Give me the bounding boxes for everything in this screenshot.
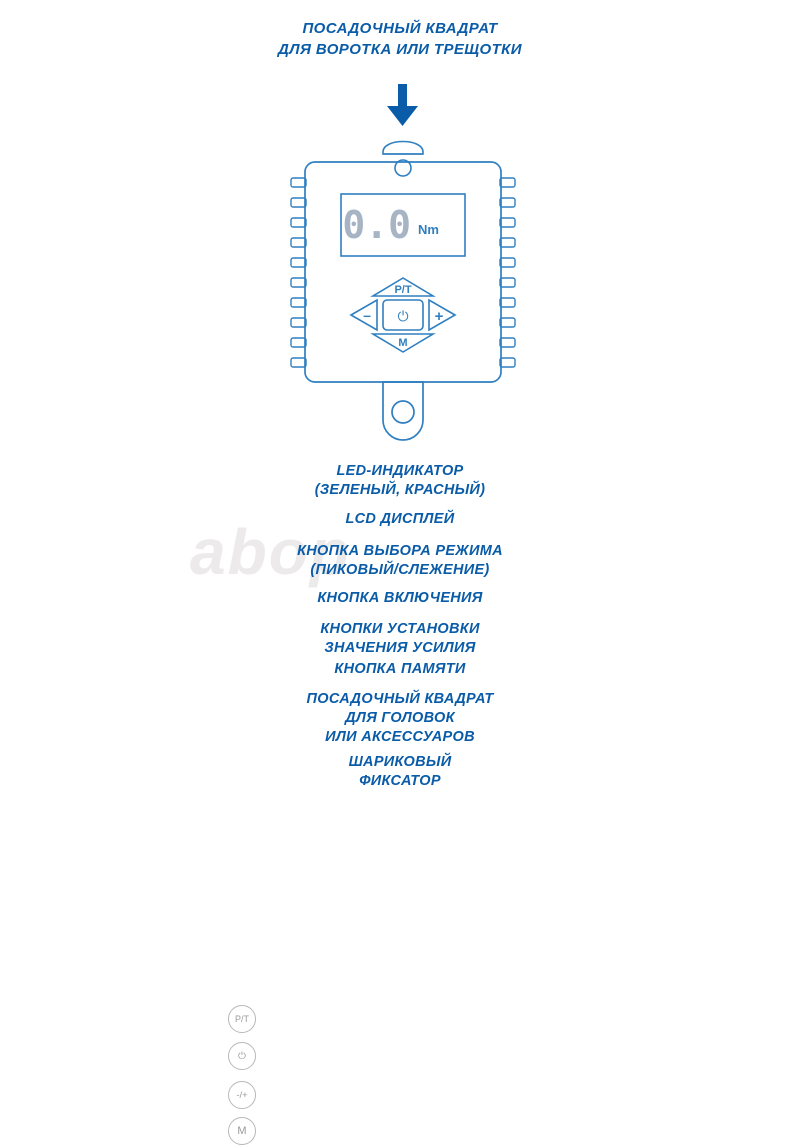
legend-item-mode-line1: КНОПКА ВЫБОРА РЕЖИМА <box>297 543 503 559</box>
button-mode[interactable] <box>373 278 433 296</box>
top-caption <box>0 18 800 60</box>
down-arrow-icon <box>387 84 418 126</box>
legend-item-led <box>0 462 800 500</box>
legend-item-set-value <box>0 620 800 658</box>
pt-icon <box>228 1005 256 1033</box>
legend-item-memory <box>0 660 800 679</box>
button-plus-label: + <box>434 308 444 325</box>
button-minus-label: – <box>363 307 371 323</box>
legend-item-mode-line2: (ПИКОВЫЙ/СЛЕЖЕНИЕ) <box>310 562 490 578</box>
grip-ridges-right <box>500 178 515 367</box>
legend-item-power <box>0 589 800 608</box>
pt-icon-label: P/T <box>234 1014 249 1024</box>
wrench-body <box>305 162 501 382</box>
legend-item-drive-square-line2: ДЛЯ ГОЛОВОК <box>345 710 455 726</box>
legend-item-led-line1: LED-ИНДИКАТОР <box>336 463 464 479</box>
legend-item-drive-square <box>0 690 800 747</box>
button-plus[interactable] <box>429 300 455 330</box>
legend-item-drive-square-line1: ПОСАДОЧНЫЙ КВАДРАТ <box>306 691 494 707</box>
power-icon <box>228 1042 256 1070</box>
legend-item-ball-detent <box>0 753 800 791</box>
legend-item-set-value-line2: ЗНАЧЕНИЯ УСИЛИЯ <box>324 640 476 656</box>
legend-item-lcd-line1: LCD ДИСПЛЕЙ <box>345 511 455 527</box>
legend-item-mode <box>0 542 800 580</box>
legend-item-ball-detent-line1: ШАРИКОВЫЙ <box>348 754 452 770</box>
ball-detent <box>392 401 414 423</box>
legend-item-led-line2: (ЗЕЛЕНЫЙ, КРАСНЫЙ) <box>314 482 486 498</box>
grip-ridges-left <box>291 178 306 367</box>
plus-minus-icon <box>228 1081 256 1109</box>
drive-square-bottom <box>383 382 423 440</box>
legend-item-set-value-line1: КНОПКИ УСТАНОВКИ <box>320 621 480 637</box>
torque-wrench-illustration <box>255 82 555 472</box>
drive-square-top <box>383 142 423 155</box>
top-caption-line2: ДЛЯ ВОРОТКА ИЛИ ТРЕЩОТКИ <box>278 41 522 58</box>
button-power-label: ⏻ <box>397 309 409 325</box>
top-caption-line1: ПОСАДОЧНЫЙ КВАДРАТ <box>302 20 498 37</box>
memory-icon <box>228 1117 256 1145</box>
legend-item-memory-line1: КНОПКА ПАМЯТИ <box>334 661 466 677</box>
legend-item-lcd <box>0 510 800 529</box>
memory-icon-label: M <box>237 1125 247 1137</box>
power-icon-label: ⏻ <box>238 1050 246 1062</box>
button-power[interactable] <box>383 300 423 330</box>
button-memory[interactable] <box>373 334 433 352</box>
button-mode-label: P/T <box>394 284 412 296</box>
legend-item-ball-detent-line2: ФИКСАТОР <box>359 773 441 789</box>
watermark: abop <box>190 516 351 588</box>
button-minus[interactable] <box>351 300 377 330</box>
plus-minus-icon-label: -/+ <box>236 1089 248 1101</box>
lcd-unit: Nm <box>418 222 439 237</box>
legend-item-power-line1: КНОПКА ВКЛЮЧЕНИЯ <box>317 590 483 606</box>
legend-item-drive-square-line3: ИЛИ АКСЕССУАРОВ <box>325 729 475 745</box>
lcd-value: 0.0 <box>342 203 411 247</box>
button-memory-label: M <box>398 337 408 349</box>
